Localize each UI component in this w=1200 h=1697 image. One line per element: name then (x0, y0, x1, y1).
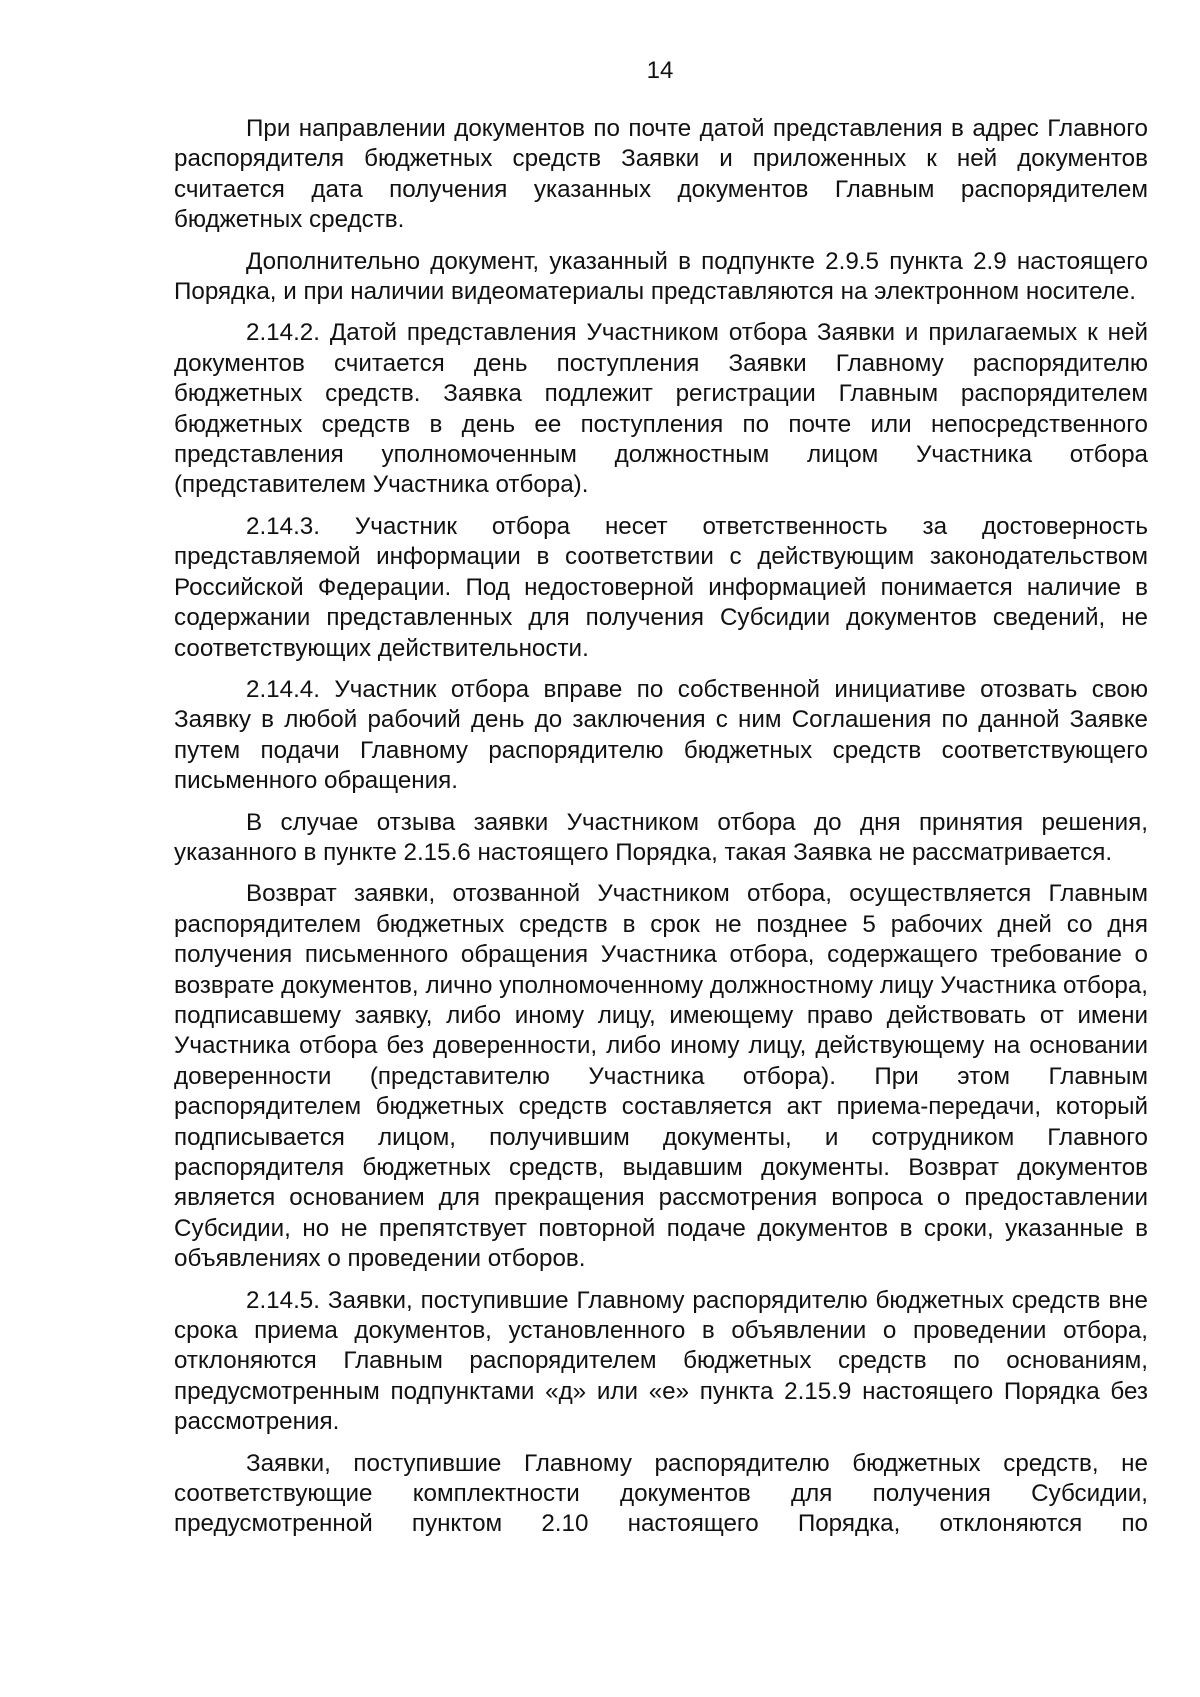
paragraph-incomplete-applications: Заявки, поступившие Главному распорядителю бюджетных средств, не соответствующие комплектности документов для получения Субсидии, предусмотренной пунктом 2.10 настоящего Порядка, отклоняются по (174, 1449, 1148, 1538)
paragraph-2-14-3: 2.14.3. Участник отбора несет ответственность за достоверность представляемой информации в соответствии с действующим законодательством Российской Федерации. Под недостоверной информацией понимается наличие в содержании представленных для получения Субсидии документов сведений, не соответствующих действительности. (174, 512, 1148, 662)
paragraph-return-of-application: Возврат заявки, отозванной Участником отбора, осуществляется Главным распорядителем бюджетных средств в срок не позднее 5 рабочих дней со дня получения письменного обращения Участника отбора, содержащего требование о возврате документов, лично уполномоченному должностному лицу Участника отбора, подписавшему заявку, либо иному лицу, имеющему право действовать от имени Участника отбора без доверенности, либо иному лицу, действующему на основании доверенности (представителю Участника отбора). При этом Главным распорядителем бюджетных средств составляется акт приема-передачи, который подписывается лицом, получившим документы, и сотрудником Главного распорядителя бюджетных средств, выдавшим документы. Возврат документов является основанием для прекращения рассмотрения вопроса о предоставлении Субсидии, но не препятствует повторной подаче документов в сроки, указанные в объявлениях о проведении отборов. (174, 880, 1148, 1273)
paragraph-additional-document: Дополнительно документ, указанный в подпункте 2.9.5 пункта 2.9 настоящего Порядка, и при наличии видеоматериалы представляются на электронном носителе. (174, 247, 1148, 306)
paragraph-2-14-2: 2.14.2. Датой представления Участником отбора Заявки и прилагаемых к ней документов считается день поступления Заявки Главному распорядителю бюджетных средств. Заявка подлежит регистрации Главным распорядителем бюджетных средств в день ее поступления по почте или непосредственного представления уполномоченным должностным лицом Участника отбора (представителем Участника отбора). (174, 319, 1148, 499)
document-body (174, 114, 1148, 1540)
paragraph-2-14-5: 2.14.5. Заявки, поступившие Главному распорядителю бюджетных средств вне срока приема документов, установленного в объявлении о проведении отбора, отклоняются Главным распорядителем бюджетных средств по основаниям, предусмотренным подпунктами «д» или «е» пункта 2.15.9 настоящего Порядка без рассмотрения. (174, 1286, 1148, 1436)
paragraph-postal-submission: При направлении документов по почте датой представления в адрес Главного распорядителя бюджетных средств Заявки и приложенных к ней документов считается дата получения указанных документов Главным распорядителем бюджетных средств. (174, 115, 1148, 234)
page-number: 14 (646, 57, 674, 84)
paragraph-2-14-4: 2.14.4. Участник отбора вправе по собственной инициативе отозвать свою Заявку в любой рабочий день до заключения с ним Соглашения по данной Заявке путем подачи Главному распорядителю бюджетных средств соответствующего письменного обращения. (174, 675, 1148, 795)
paragraph-withdrawal-case: В случае отзыва заявки Участником отбора до дня принятия решения, указанного в пункте 2.15.6 настоящего Порядка, такая Заявка не рассматривается. (174, 808, 1148, 866)
